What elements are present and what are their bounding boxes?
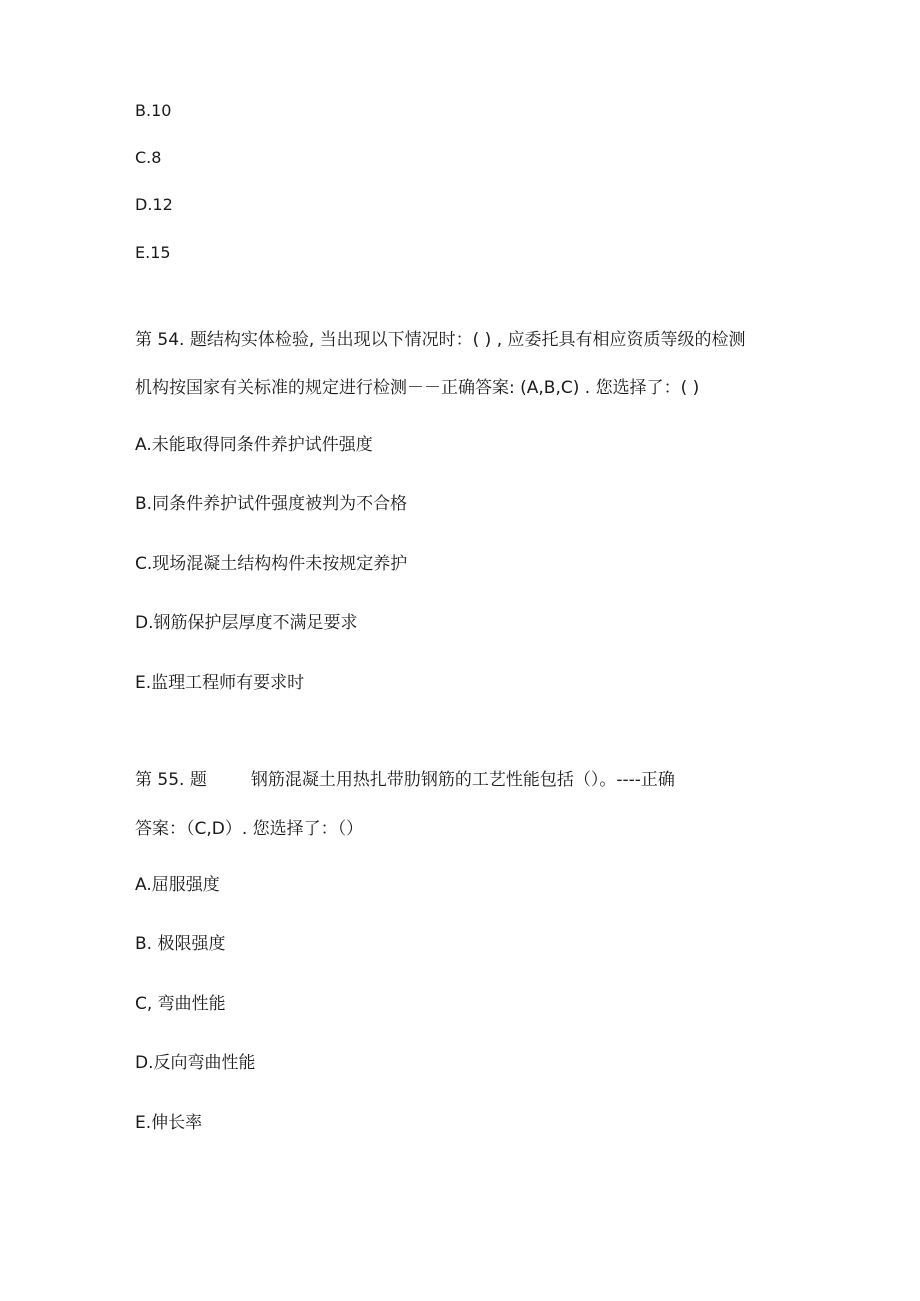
q55-option-e: E.伸长率 xyxy=(135,1113,203,1133)
option-b: B.10 xyxy=(135,101,172,120)
q54-option-e: E.监理工程师有要求时 xyxy=(135,673,305,693)
q54-option-d: D.钢筋保护层厚度不满足要求 xyxy=(135,613,358,633)
question-55-number: 第 55. 题 xyxy=(135,770,207,790)
option-c: C.8 xyxy=(135,148,162,167)
option-d: D.12 xyxy=(135,195,173,214)
q54-option-c: C.现场混凝土结构构件未按规定养护 xyxy=(135,554,408,574)
question-55-stem: 钢筋混凝土用热扎带肋钢筋的工艺性能包括（）。----正确 xyxy=(250,770,675,790)
q54-option-a: A.未能取得同条件养护试件强度 xyxy=(135,435,373,455)
question-55-text-line-1 xyxy=(135,769,675,791)
question-54-text-line-2: 机构按国家有关标准的规定进行检测－－正确答案: (A,B,C) . 您选择了：( ) xyxy=(135,378,700,398)
question-55-text-line-2: 答案：（C,D）. 您选择了：（） xyxy=(135,819,364,839)
option-e: E.15 xyxy=(135,243,171,262)
q55-option-c: C, 弯曲性能 xyxy=(135,994,226,1014)
q55-option-b: B. 极限强度 xyxy=(135,934,226,954)
q55-option-a: A.屈服强度 xyxy=(135,875,220,895)
q55-option-d: D.反向弯曲性能 xyxy=(135,1053,256,1073)
question-54-text-line-1: 第 54. 题结构实体检验, 当出现以下情况时：( ) , 应委托具有相应资质等级的检测 xyxy=(135,330,746,350)
q54-option-b: B.同条件养护试件强度被判为不合格 xyxy=(135,494,408,514)
